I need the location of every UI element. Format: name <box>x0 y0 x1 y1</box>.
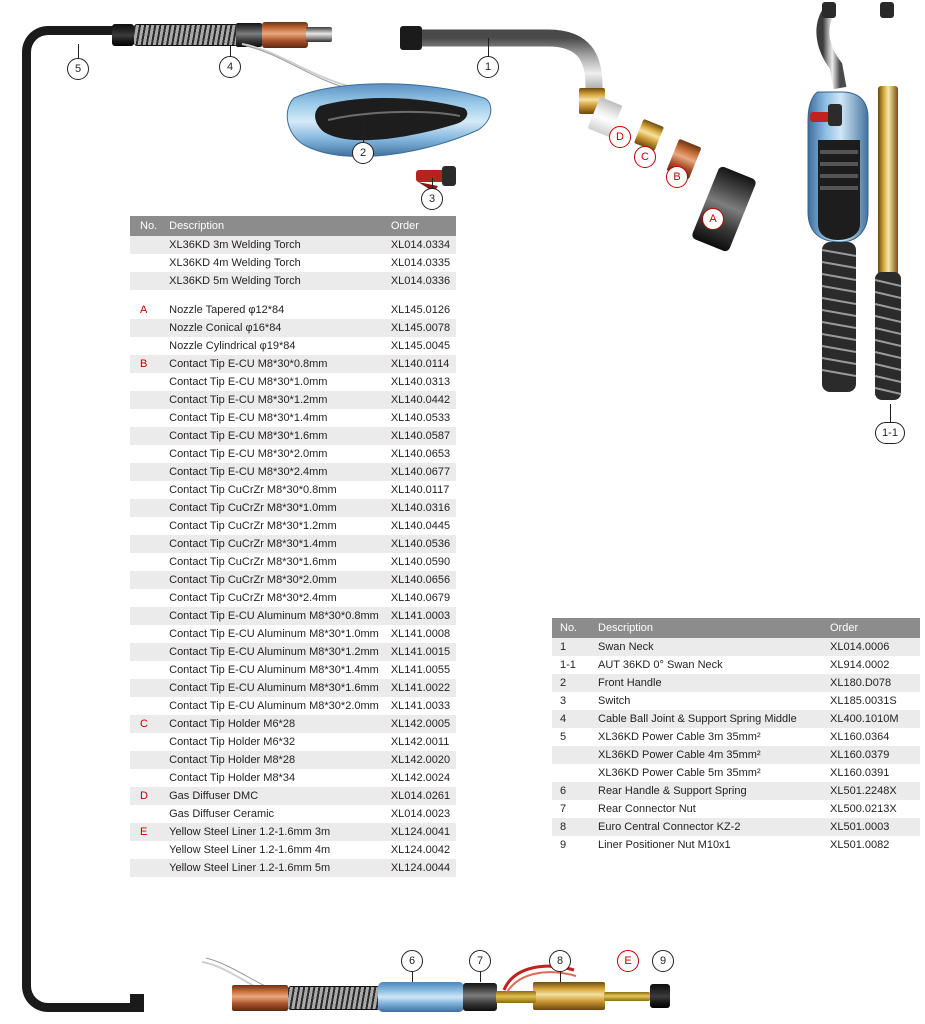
table-row[interactable]: Contact Tip Holder M8*28 XL142.0020 <box>130 751 456 769</box>
main-table-body <box>130 236 456 877</box>
sub-header-order: Order <box>824 618 920 638</box>
table-row[interactable]: Contact Tip E-CU M8*30*2.0mm XL140.0653 <box>130 445 456 463</box>
callout-5[interactable]: 5 <box>67 58 89 80</box>
table-row[interactable]: Contact Tip CuCrZr M8*30*2.0mm XL140.0656 <box>130 571 456 589</box>
main-table-header-row <box>130 216 456 236</box>
table-row[interactable]: Gas Diffuser Ceramic XL014.0023 <box>130 805 456 823</box>
table-row[interactable]: Contact Tip E-CU Aluminum M8*30*1.4mm XL141.0055 <box>130 661 456 679</box>
table-row[interactable]: XL36KD 3m Welding Torch XL014.0334 <box>130 236 456 254</box>
callout-C[interactable]: C <box>634 146 656 168</box>
table-row[interactable]: Contact Tip CuCrZr M8*30*1.2mm XL140.0445 <box>130 517 456 535</box>
sub-table-header-row <box>552 618 920 638</box>
table-row[interactable]: D Gas Diffuser DMC XL014.0261 <box>130 787 456 805</box>
rear-handle <box>378 982 464 1012</box>
sub-table-head <box>552 618 920 638</box>
liner-positioner-nut <box>650 984 670 1008</box>
table-row[interactable]: 7 Rear Connector Nut XL500.0213X <box>552 800 920 818</box>
table-spacer-row <box>130 290 456 301</box>
main-header-desc: Description <box>163 216 385 236</box>
main-header-order: Order <box>385 216 456 236</box>
cable-copper-ferrule-bottom <box>232 985 288 1011</box>
table-row[interactable]: 4 Cable Ball Joint & Support Spring Middle XL400.1010M <box>552 710 920 728</box>
rear-support-spring <box>288 986 380 1010</box>
front-handle-graphic <box>280 76 500 186</box>
leader-1-1 <box>890 404 891 424</box>
table-row[interactable]: Contact Tip E-CU M8*30*1.2mm XL140.0442 <box>130 391 456 409</box>
table-row[interactable]: XL36KD 4m Welding Torch XL014.0335 <box>130 254 456 272</box>
table-row[interactable]: Nozzle Conical φ16*84 XL145.0078 <box>130 319 456 337</box>
sub-table-body <box>552 638 920 854</box>
table-row[interactable]: Contact Tip CuCrZr M8*30*0.8mm XL140.0117 <box>130 481 456 499</box>
table-row[interactable]: Contact Tip Holder M6*32 XL142.0011 <box>130 733 456 751</box>
callout-8[interactable]: 8 <box>549 950 571 972</box>
nozzle-tapered <box>691 165 757 252</box>
callout-1-1[interactable]: 1-1 <box>875 422 905 444</box>
sub-header-desc: Description <box>592 618 824 638</box>
callout-B[interactable]: B <box>666 166 688 188</box>
table-row[interactable]: Contact Tip E-CU Aluminum M8*30*1.6mm XL141.0022 <box>130 679 456 697</box>
table-row[interactable]: B Contact Tip E-CU M8*30*0.8mm XL140.0114 <box>130 355 456 373</box>
table-row[interactable]: Contact Tip CuCrZr M8*30*2.4mm XL140.0679 <box>130 589 456 607</box>
rear-connector-nut <box>463 983 497 1011</box>
table-row[interactable]: Contact Tip E-CU Aluminum M8*30*1.2mm XL141.0015 <box>130 643 456 661</box>
power-cable-bottom-run <box>130 994 144 1012</box>
table-row[interactable]: Yellow Steel Liner 1.2-1.6mm 5m XL124.0044 <box>130 859 456 877</box>
leader-7 <box>480 972 481 982</box>
table-row[interactable]: Contact Tip CuCrZr M8*30*1.4mm XL140.0536 <box>130 535 456 553</box>
table-row[interactable]: A Nozzle Tapered φ12*84 XL145.0126 <box>130 301 456 319</box>
callout-4[interactable]: 4 <box>219 56 241 78</box>
main-parts-table <box>130 216 456 877</box>
callout-E[interactable]: E <box>617 950 639 972</box>
leader-1 <box>488 38 489 58</box>
table-row[interactable]: Nozzle Cylindrical φ19*84 XL145.0045 <box>130 337 456 355</box>
table-row[interactable]: Contact Tip E-CU M8*30*1.0mm XL140.0313 <box>130 373 456 391</box>
callout-A[interactable]: A <box>702 208 724 230</box>
table-row[interactable]: Contact Tip E-CU M8*30*2.4mm XL140.0677 <box>130 463 456 481</box>
callout-2[interactable]: 2 <box>352 142 374 164</box>
table-row[interactable]: 3 Switch XL185.0031S <box>552 692 920 710</box>
table-row[interactable]: Contact Tip E-CU Aluminum M8*30*0.8mm XL141.0003 <box>130 607 456 625</box>
table-row[interactable]: 8 Euro Central Connector KZ-2 XL501.0003 <box>552 818 920 836</box>
table-row[interactable]: 1 Swan Neck XL014.0006 <box>552 638 920 656</box>
table-row[interactable]: 1-1 AUT 36KD 0° Swan Neck XL914.0002 <box>552 656 920 674</box>
table-row[interactable]: Contact Tip CuCrZr M8*30*1.6mm XL140.0590 <box>130 553 456 571</box>
liner-yellow-tail <box>604 992 650 1001</box>
table-row[interactable]: 6 Rear Handle & Support Spring XL501.2248X <box>552 782 920 800</box>
callout-6[interactable]: 6 <box>401 950 423 972</box>
callout-3[interactable]: 3 <box>421 188 443 210</box>
table-row[interactable]: C Contact Tip Holder M6*28 XL142.0005 <box>130 715 456 733</box>
table-row[interactable]: Contact Tip Holder M8*34 XL142.0024 <box>130 769 456 787</box>
table-row[interactable]: XL36KD 5m Welding Torch XL014.0336 <box>130 272 456 290</box>
table-row[interactable]: Contact Tip E-CU M8*30*1.6mm XL140.0587 <box>130 427 456 445</box>
callout-7[interactable]: 7 <box>469 950 491 972</box>
table-row[interactable]: Contact Tip E-CU Aluminum M8*30*2.0mm XL141.0033 <box>130 697 456 715</box>
main-header-no: No. <box>130 216 163 236</box>
table-row[interactable]: 9 Liner Positioner Nut M10x1 XL501.0082 <box>552 836 920 854</box>
callout-D[interactable]: D <box>609 126 631 148</box>
table-row[interactable]: XL36KD Power Cable 4m 35mm² XL160.0379 <box>552 746 920 764</box>
sub-header-no: No. <box>552 618 592 638</box>
table-row[interactable]: E Yellow Steel Liner 1.2-1.6mm 3m XL124.0041 <box>130 823 456 841</box>
support-spring-middle <box>134 24 238 46</box>
callout-9[interactable]: 9 <box>652 950 674 972</box>
cable-end-sleeve-top <box>112 24 134 46</box>
aut-swan-neck-graphic <box>860 0 924 420</box>
table-row[interactable]: 2 Front Handle XL180.D078 <box>552 674 920 692</box>
table-row[interactable]: 5 XL36KD Power Cable 3m 35mm² XL160.0364 <box>552 728 920 746</box>
callout-1[interactable]: 1 <box>477 56 499 78</box>
main-table-head <box>130 216 456 236</box>
table-row[interactable]: XL36KD Power Cable 5m 35mm² XL160.0391 <box>552 764 920 782</box>
table-row[interactable]: Yellow Steel Liner 1.2-1.6mm 4m XL124.0042 <box>130 841 456 859</box>
table-row[interactable]: Contact Tip E-CU Aluminum M8*30*1.0mm XL141.0008 <box>130 625 456 643</box>
leader-8 <box>560 972 561 982</box>
table-row[interactable]: Contact Tip E-CU M8*30*1.4mm XL140.0533 <box>130 409 456 427</box>
leader-2 <box>363 120 364 142</box>
table-row[interactable]: Contact Tip CuCrZr M8*30*1.0mm XL140.0316 <box>130 499 456 517</box>
sub-parts-table <box>552 618 920 854</box>
power-cable-loop <box>22 26 142 1012</box>
